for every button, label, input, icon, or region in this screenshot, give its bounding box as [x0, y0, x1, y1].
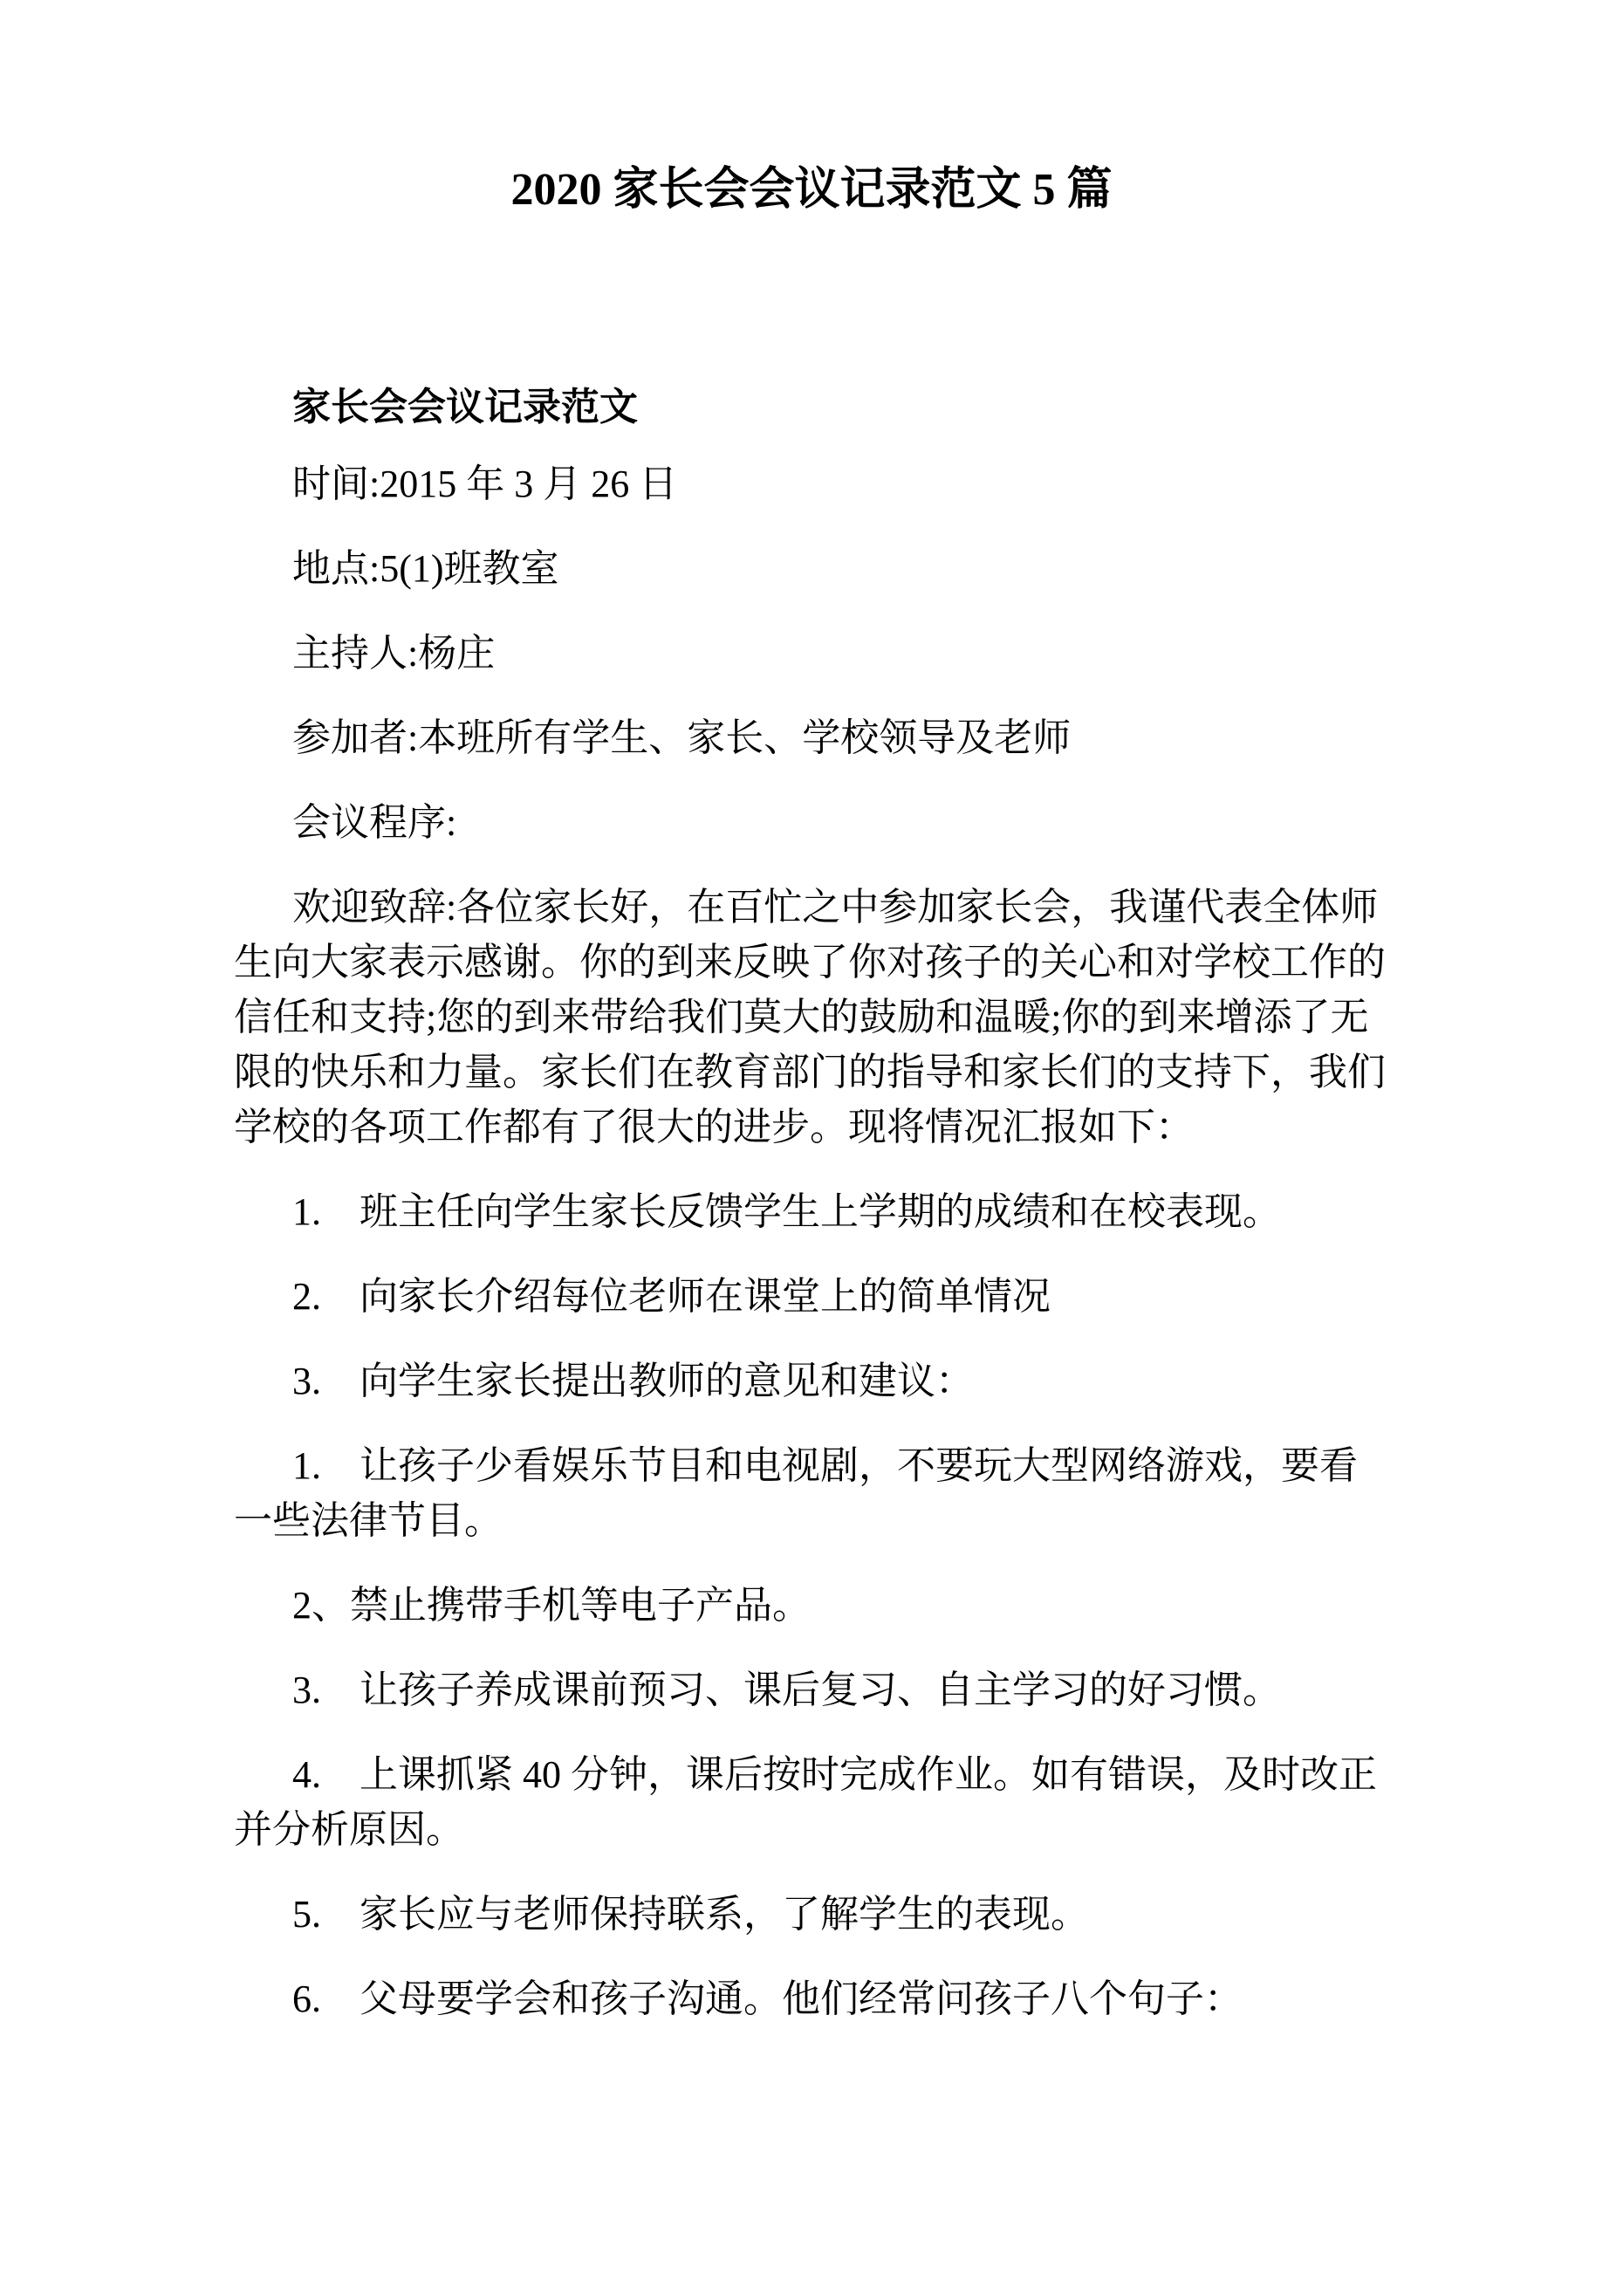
meeting-place: [234, 541, 1389, 596]
suggestion-item: [234, 1438, 1389, 1548]
text-line: 学校的各项工作都有了很大的进步。现将情况汇报如下：: [234, 1106, 1194, 1148]
text-line: 3. 向学生家长提出教师的意见和建议：: [292, 1360, 974, 1402]
text-line: 主持人:杨庄: [292, 632, 496, 675]
text-line: 并分析原因。: [234, 1808, 464, 1851]
text-line: 家长会会议记录范文: [292, 386, 638, 428]
text-line: 参加者:本班所有学生、家长、学校领导及老师: [292, 716, 1072, 759]
agenda-label: [234, 795, 1389, 850]
text-line: 地点:5(1)班教室: [292, 547, 559, 590]
suggestion-item: [234, 1662, 1389, 1717]
agenda-item: [234, 1269, 1389, 1324]
text-line: 生向大家表示感谢。你的到来反映了你对孩子的关心和对学校工作的: [234, 941, 1386, 984]
text-line: 5. 家长应与老师保持联系，了解学生的表现。: [292, 1893, 1089, 1936]
suggestion-item: [234, 1971, 1389, 2026]
suggestion-item: [234, 1747, 1389, 1857]
text-line: 6. 父母要学会和孩子沟通。他们经常问孩子八个句子：: [292, 1977, 1243, 2020]
meeting-attendees: [234, 710, 1389, 765]
suggestion-item: [234, 1887, 1389, 1942]
text-line: 4. 上课抓紧 40 分钟，课后按时完成作业。如有错误，及时改正: [292, 1753, 1377, 1796]
text-line: 3. 让孩子养成课前预习、课后复习、自主学习的好习惯。: [292, 1669, 1281, 1711]
meeting-time: [234, 456, 1389, 511]
text-line: 时间:2015 年 3 月 26 日: [292, 463, 678, 505]
text-line: 一些法律节目。: [234, 1499, 503, 1542]
section-heading: [234, 380, 1389, 435]
welcome-paragraph: [234, 880, 1389, 1155]
agenda-item: [234, 1354, 1389, 1408]
suggestion-item: [234, 1578, 1389, 1633]
text-line: 会议程序:: [292, 801, 457, 844]
document-title: 2020 家长会会议记录范文 5 篇: [510, 165, 1113, 215]
text-line: 信任和支持;您的到来带给我们莫大的鼓励和温暖;你的到来增添了无: [234, 996, 1369, 1038]
text-line: 2、禁止携带手机等电子产品。: [292, 1584, 811, 1627]
text-line: 1. 让孩子少看娱乐节目和电视剧，不要玩大型网络游戏，要看: [292, 1444, 1358, 1487]
text-line: 欢迎致辞:各位家长好，在百忙之中参加家长会，我谨代表全体师: [292, 886, 1379, 929]
text-line: 2. 向家长介绍每位老师在课堂上的简单情况: [292, 1275, 1051, 1318]
text-line: 限的快乐和力量。家长们在教育部门的指导和家长们的支持下，我们: [234, 1051, 1386, 1093]
agenda-item: [234, 1184, 1389, 1239]
meeting-host: [234, 626, 1389, 681]
text-line: 1. 班主任向学生家长反馈学生上学期的成绩和在校表现。: [292, 1190, 1281, 1233]
